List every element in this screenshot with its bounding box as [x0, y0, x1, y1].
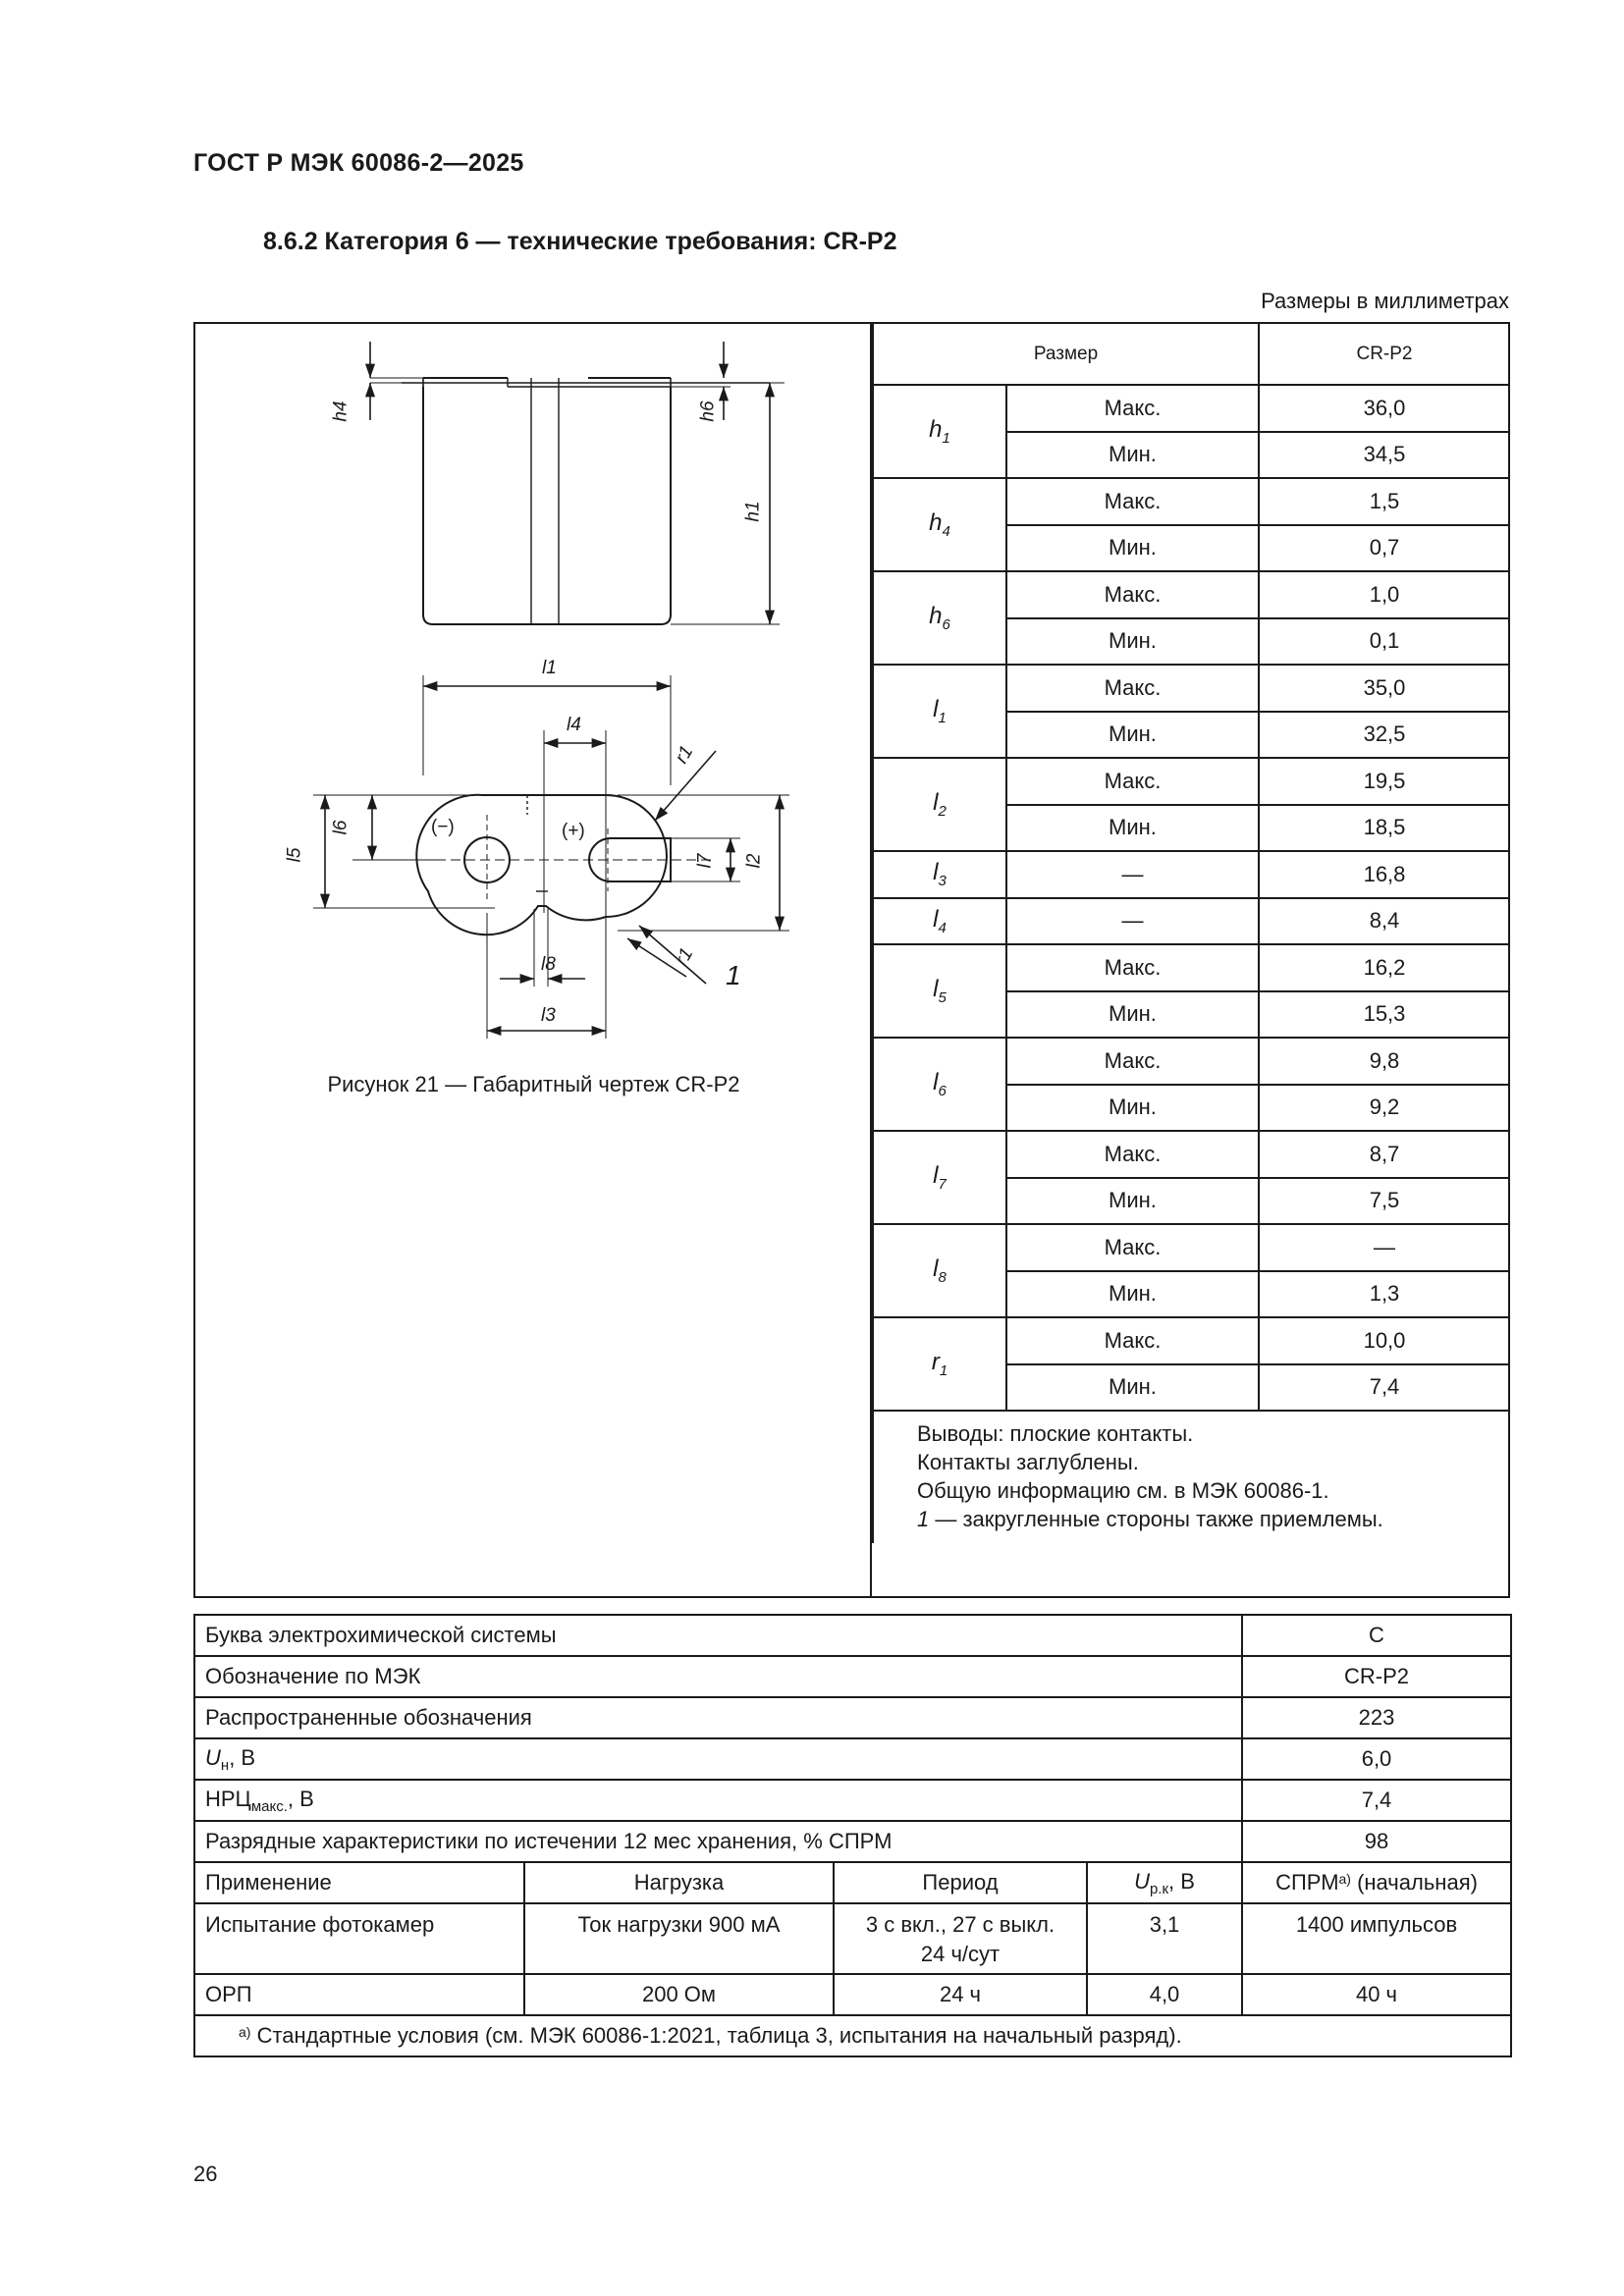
limit-cell: Макс. — [1006, 665, 1259, 712]
col-load: Нагрузка — [524, 1862, 834, 1903]
upper-frame — [193, 322, 1510, 1598]
limit-cell: Макс. — [1006, 571, 1259, 618]
table-row — [194, 1903, 1511, 1974]
cell-period: 3 с вкл., 27 с выкл. 24 ч/сут — [834, 1903, 1087, 1974]
document-header: ГОСТ Р МЭК 60086-2—2025 — [193, 149, 524, 177]
label-l3: l3 — [541, 1005, 556, 1026]
dimension-table — [872, 324, 1509, 1543]
common-designation-value: 223 — [1242, 1697, 1511, 1738]
param-cell: $r_1$ — [873, 1317, 1006, 1411]
cell-mad: 40 ч — [1242, 1974, 1511, 2015]
characteristics-table — [193, 1614, 1512, 2057]
value-cell: 16,8 — [1259, 851, 1509, 898]
max-ocv-label: $НРЦ_{макс.}$, В — [194, 1780, 1242, 1821]
limit-cell: Мин. — [1006, 525, 1259, 572]
param-cell: $l_5$ — [873, 944, 1006, 1038]
storage-label: Разрядные характеристики по истечении 12 мес хранения, % СПРМ — [194, 1821, 1242, 1862]
label-l8: l8 — [541, 954, 556, 975]
limit-cell: Макс. — [1006, 385, 1259, 432]
label-h4: h4 — [330, 400, 352, 422]
limit-cell: Макс. — [1006, 1317, 1259, 1364]
value-cell: 19,5 — [1259, 758, 1509, 805]
table-row — [873, 571, 1509, 618]
value-cell: 15,3 — [1259, 991, 1509, 1039]
value-cell: 18,5 — [1259, 805, 1509, 852]
figure-caption: Рисунок 21 — Габаритный чертеж CR-P2 — [327, 1072, 740, 1096]
page-number: 26 — [193, 2162, 218, 2186]
cell-application: Испытание фотокамер — [194, 1903, 524, 1974]
cell-period: 24 ч — [834, 1974, 1087, 2015]
value-cell: 0,1 — [1259, 618, 1509, 666]
chem-letter-label: Буква электрохимической системы — [194, 1615, 1242, 1656]
notes-row — [873, 1411, 1509, 1543]
header-size: Размер — [873, 324, 1259, 385]
value-cell: 36,0 — [1259, 385, 1509, 432]
param-cell: $l_8$ — [873, 1224, 1006, 1317]
limit-cell: — — [1006, 898, 1259, 945]
value-cell: 35,0 — [1259, 665, 1509, 712]
table-row — [194, 1780, 1511, 1821]
col-application: Применение — [194, 1862, 524, 1903]
value-cell: 34,5 — [1259, 432, 1509, 479]
battery-side-view — [423, 387, 671, 624]
value-cell: 10,0 — [1259, 1317, 1509, 1364]
label-l1: l1 — [542, 658, 557, 678]
footnote-row — [194, 2015, 1511, 2056]
table-row — [873, 665, 1509, 712]
limit-cell: Макс. — [1006, 1131, 1259, 1178]
label-r1-top: r1 — [671, 742, 698, 768]
table-header-row — [194, 1862, 1511, 1903]
label-l2: l2 — [743, 853, 765, 869]
limit-cell: Макс. — [1006, 944, 1259, 991]
param-cell: $l_3$ — [873, 851, 1006, 898]
value-cell: 9,8 — [1259, 1038, 1509, 1085]
notes-cell — [873, 1411, 1509, 1543]
footnote: $^{а)}$ Стандартные условия (см. МЭК 60086-1:2021, таблица 3, испытания на начальный разряд). — [194, 2015, 1511, 2056]
section-title: 8.6.2 Категория 6 — технические требования: CR-P2 — [263, 228, 897, 255]
value-cell: 32,5 — [1259, 712, 1509, 759]
cell-load: Ток нагрузки 900 мА — [524, 1903, 834, 1974]
note-key: 1 — закругленные стороны также приемлемы. — [917, 1507, 1383, 1531]
limit-cell: Мин. — [1006, 712, 1259, 759]
table-row — [873, 1317, 1509, 1364]
col-mad: $СПРМ^{а)}$ (начальная) — [1242, 1862, 1511, 1903]
label-minus: (−) — [431, 817, 455, 837]
label-plus: (+) — [562, 821, 585, 841]
limit-cell: Мин. — [1006, 991, 1259, 1039]
limit-cell: Мин. — [1006, 1085, 1259, 1132]
value-cell: 0,7 — [1259, 525, 1509, 572]
param-cell: $l_2$ — [873, 758, 1006, 851]
iec-designation-value: CR-P2 — [1242, 1656, 1511, 1697]
limit-cell: Мин. — [1006, 618, 1259, 666]
label-callout-1: 1 — [726, 960, 741, 990]
table-row — [873, 1224, 1509, 1271]
value-cell: 16,2 — [1259, 944, 1509, 991]
table-row — [194, 1615, 1511, 1656]
param-cell: $h_1$ — [873, 385, 1006, 478]
note-line: Общую информацию см. в МЭК 60086-1. — [917, 1478, 1329, 1503]
units-note: Размеры в миллиметрах — [1261, 289, 1509, 313]
common-designation-label: Распространенные обозначения — [194, 1697, 1242, 1738]
value-cell: 8,4 — [1259, 898, 1509, 945]
cell-endpoint: 3,1 — [1087, 1903, 1242, 1974]
note-line: Контакты заглублены. — [917, 1450, 1139, 1474]
limit-cell: Макс. — [1006, 478, 1259, 525]
label-h6: h6 — [697, 400, 719, 422]
value-cell: 1,3 — [1259, 1271, 1509, 1318]
limit-cell: Мин. — [1006, 1364, 1259, 1412]
limit-cell: Макс. — [1006, 1224, 1259, 1271]
table-row — [194, 1821, 1511, 1862]
table-row — [194, 1656, 1511, 1697]
param-cell: $h_4$ — [873, 478, 1006, 571]
param-cell: $l_7$ — [873, 1131, 1006, 1224]
limit-cell: Мин. — [1006, 1178, 1259, 1225]
value-cell: 9,2 — [1259, 1085, 1509, 1132]
table-row — [873, 478, 1509, 525]
nominal-voltage-label: $U_н$, В — [194, 1738, 1242, 1780]
param-cell: $l_1$ — [873, 665, 1006, 758]
value-cell: 7,4 — [1259, 1364, 1509, 1412]
storage-value: 98 — [1242, 1821, 1511, 1862]
limit-cell: Макс. — [1006, 758, 1259, 805]
note-line: Выводы: плоские контакты. — [917, 1421, 1194, 1446]
value-cell: 1,0 — [1259, 571, 1509, 618]
col-endpoint: $U_{р.к}$, В — [1087, 1862, 1242, 1903]
chem-letter-value: C — [1242, 1615, 1511, 1656]
cell-endpoint: 4,0 — [1087, 1974, 1242, 2015]
table-row — [194, 1974, 1511, 2015]
value-cell: 1,5 — [1259, 478, 1509, 525]
value-cell: 8,7 — [1259, 1131, 1509, 1178]
nominal-voltage-value: 6,0 — [1242, 1738, 1511, 1780]
figure-area — [195, 324, 872, 1596]
label-h1: h1 — [742, 501, 764, 522]
label-l7: l7 — [694, 853, 716, 869]
table-row — [873, 851, 1509, 898]
table-row — [873, 758, 1509, 805]
limit-cell: — — [1006, 851, 1259, 898]
table-row — [873, 1131, 1509, 1178]
table-row — [194, 1697, 1511, 1738]
value-cell: 7,5 — [1259, 1178, 1509, 1225]
cell-load: 200 Ом — [524, 1974, 834, 2015]
label-l4: l4 — [567, 715, 581, 735]
dimension-table-header — [873, 324, 1509, 385]
header-model: CR-P2 — [1259, 324, 1509, 385]
col-period: Период — [834, 1862, 1087, 1903]
limit-cell: Макс. — [1006, 1038, 1259, 1085]
label-l5: l5 — [284, 847, 305, 863]
param-cell: $l_4$ — [873, 898, 1006, 945]
value-cell: — — [1259, 1224, 1509, 1271]
dimension-drawing — [195, 324, 870, 1070]
limit-cell: Мин. — [1006, 1271, 1259, 1318]
table-row — [873, 898, 1509, 945]
cell-application: ОРП — [194, 1974, 524, 2015]
label-l6: l6 — [330, 820, 352, 835]
limit-cell: Мин. — [1006, 432, 1259, 479]
table-row — [873, 944, 1509, 991]
param-cell: $h_6$ — [873, 571, 1006, 665]
iec-designation-label: Обозначение по МЭК — [194, 1656, 1242, 1697]
cell-mad: 1400 импульсов — [1242, 1903, 1511, 1974]
table-row — [873, 385, 1509, 432]
max-ocv-value: 7,4 — [1242, 1780, 1511, 1821]
label-r1-bottom: r1 — [671, 944, 698, 970]
limit-cell: Мин. — [1006, 805, 1259, 852]
param-cell: $l_6$ — [873, 1038, 1006, 1131]
table-row — [873, 1038, 1509, 1085]
table-row — [194, 1738, 1511, 1780]
